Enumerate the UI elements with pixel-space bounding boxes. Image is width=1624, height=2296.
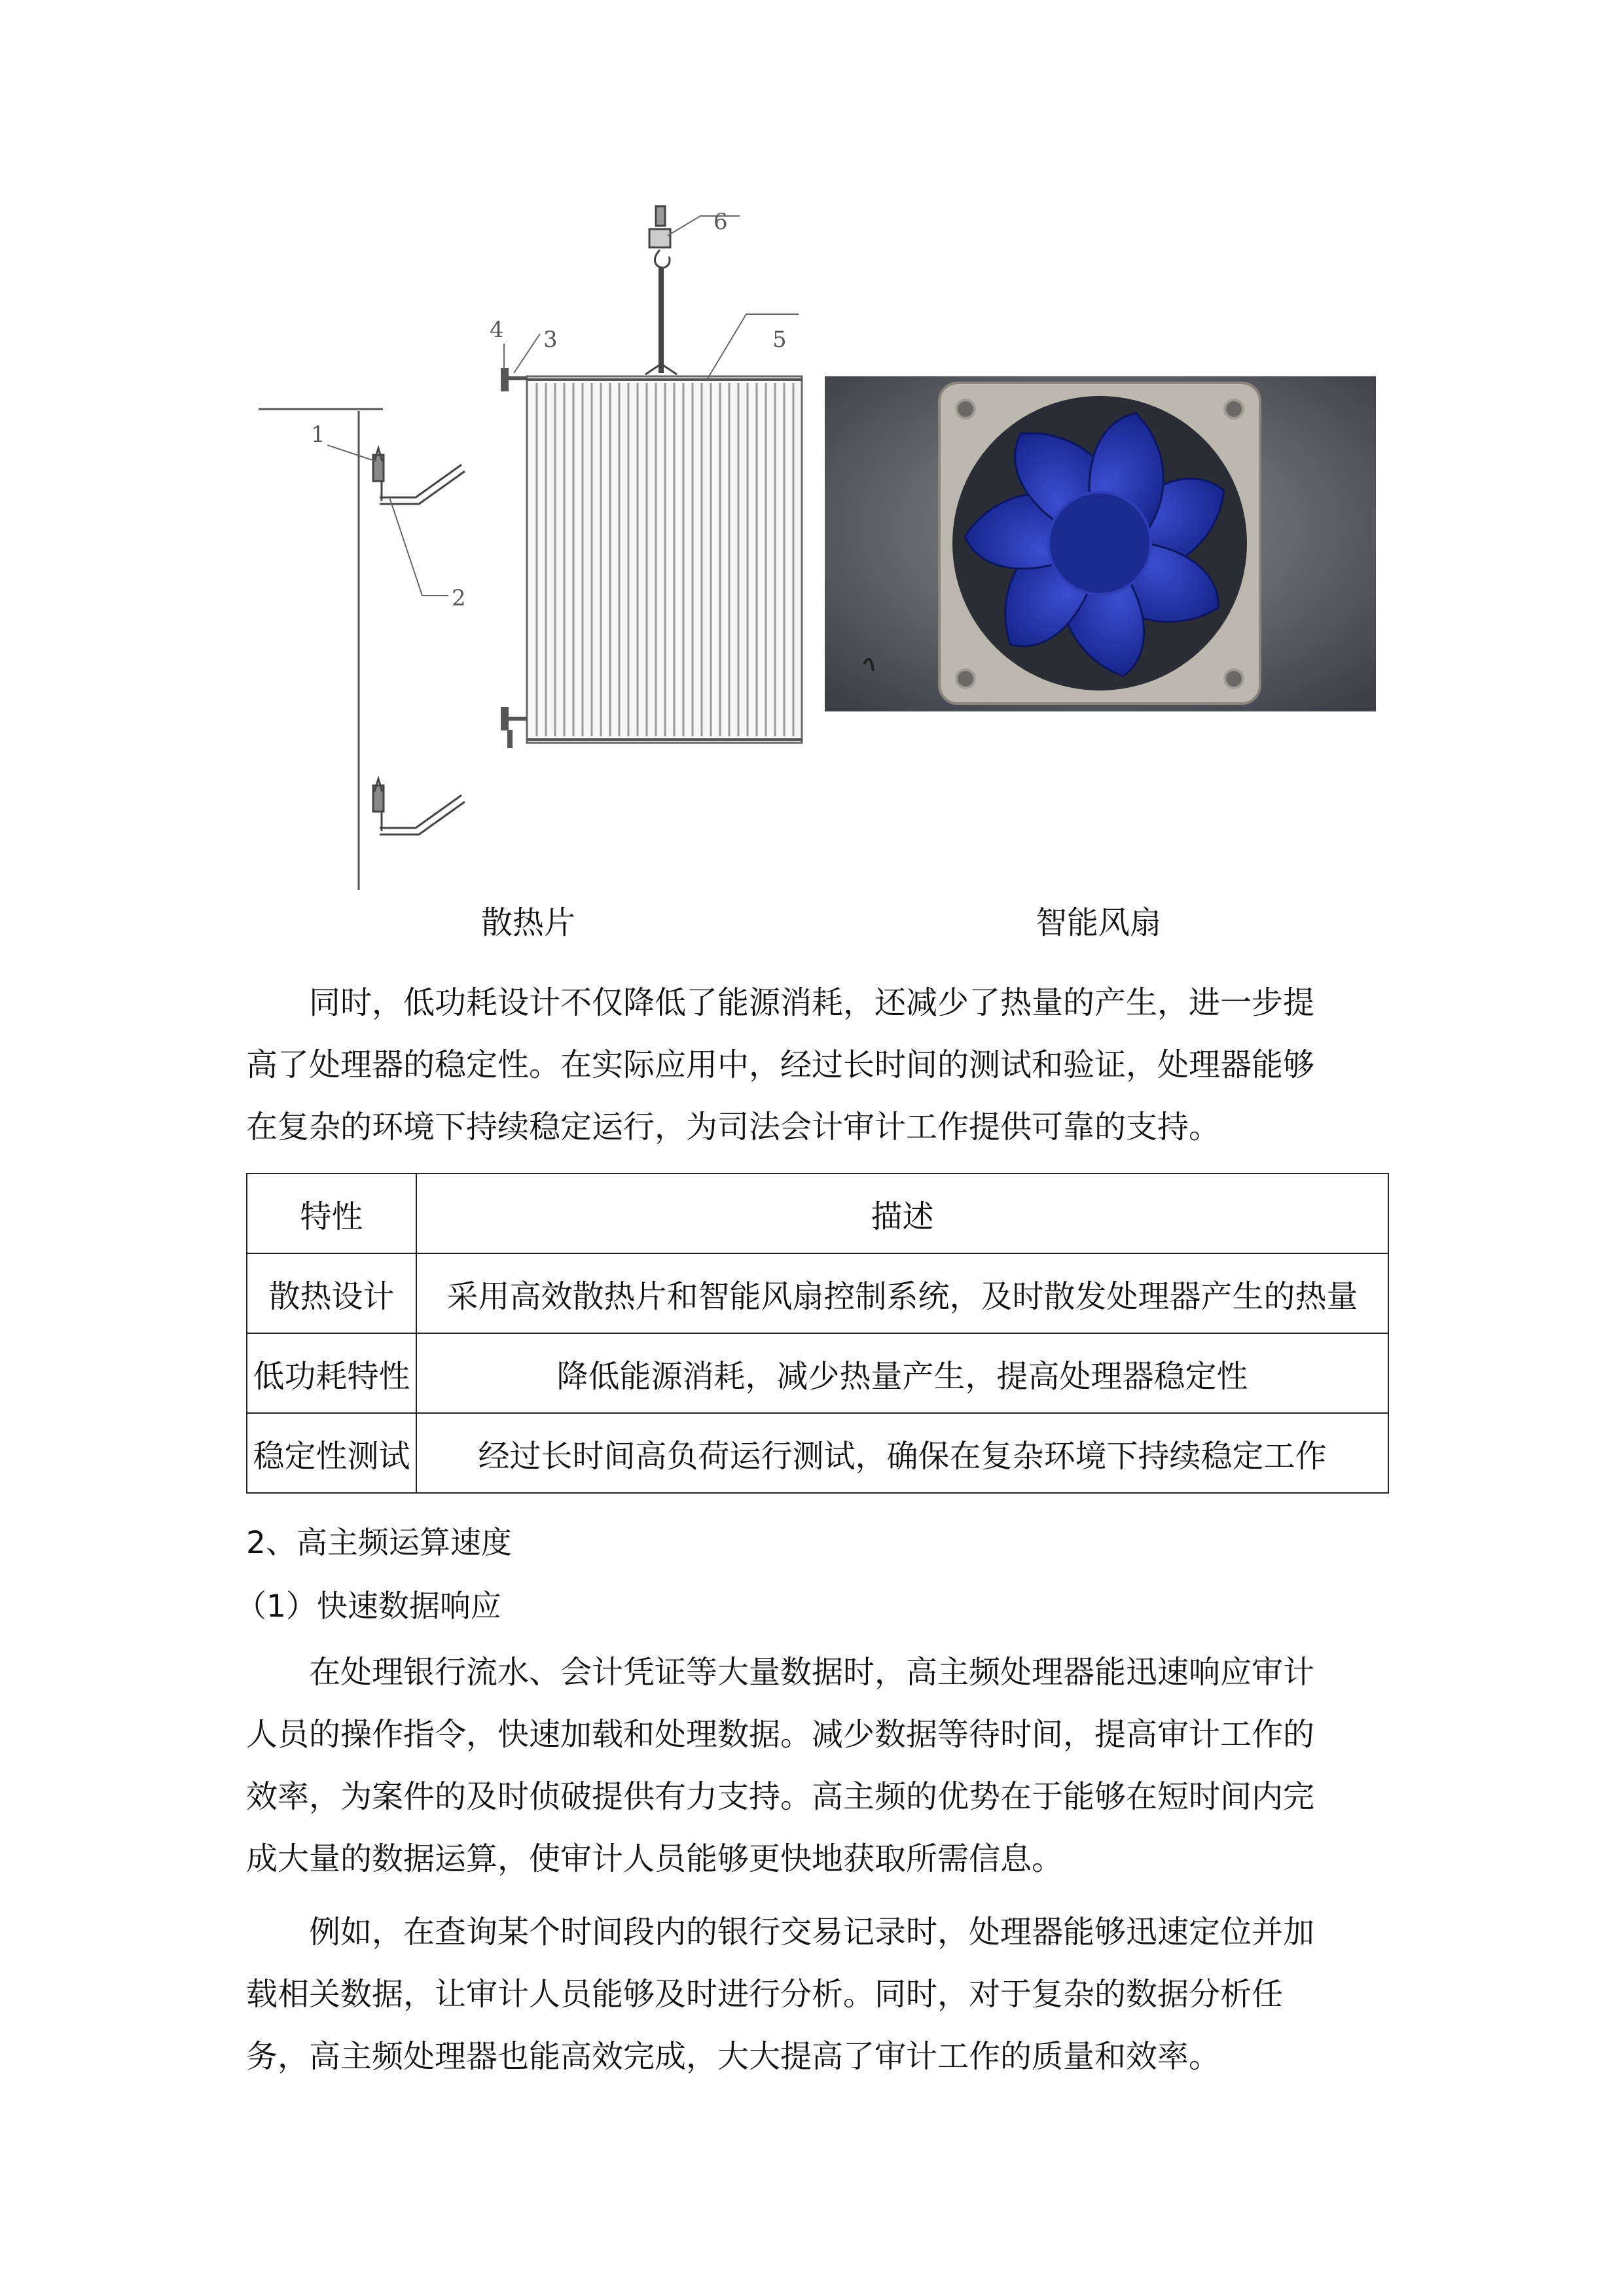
radiator-body <box>527 376 802 743</box>
fan-photo <box>825 376 1376 711</box>
hanger-rod <box>645 206 677 374</box>
table-row <box>247 1253 1388 1333</box>
table-cell: 降低能源消耗，减少热量产生，提高处理器稳定性 <box>416 1333 1388 1413</box>
callout-6: 6 <box>713 209 728 235</box>
mounting-clips <box>501 368 527 748</box>
table-row <box>247 1333 1388 1413</box>
table-header-cell: 特性 <box>247 1174 416 1253</box>
table-cell: 低功耗特性 <box>247 1333 416 1413</box>
callout-1: 1 <box>311 422 325 448</box>
table-cell: 采用高效散热片和智能风扇控制系统，及时散发处理器产生的热量 <box>416 1253 1388 1333</box>
feature-table <box>246 1173 1389 1494</box>
upper-bracket <box>373 448 465 504</box>
table-row <box>247 1413 1388 1493</box>
radiator-diagram <box>249 190 812 897</box>
paragraph-line: 务，高主频处理器也能高效完成，大大提高了审计工作的质量和效率。 <box>246 2038 1221 2075</box>
callout-4: 4 <box>490 317 504 343</box>
paragraph-line: 效率，为案件的及时侦破提供有力支持。高主频的优势在于能够在短时间内完 <box>246 1778 1315 1815</box>
radiator-caption: 散热片 <box>481 905 576 941</box>
paragraph-line: 例如，在查询某个时间段内的银行交易记录时，处理器能够迅速定位并加 <box>309 1914 1315 1950</box>
table-cell: 稳定性测试 <box>247 1413 416 1493</box>
fan-caption: 智能风扇 <box>1036 905 1162 941</box>
radiator-figure <box>249 190 812 897</box>
section-heading: 2、高主频运算速度 <box>246 1525 512 1561</box>
paragraph-line: 人员的操作指令，快速加载和处理数据。减少数据等待时间，提高审计工作的 <box>246 1716 1315 1753</box>
paragraph-example <box>246 1901 1385 2088</box>
callout-3: 3 <box>543 327 558 353</box>
paragraph-fast-response <box>246 1641 1385 1890</box>
table-cell: 经过长时间高负荷运行测试，确保在复杂环境下持续稳定工作 <box>416 1413 1388 1493</box>
paragraph-line: 载相关数据，让审计人员能够及时进行分析。同时，对于复杂的数据分析任 <box>246 1976 1284 2013</box>
table-header-cell: 描述 <box>416 1174 1388 1253</box>
paragraph-line: 同时，低功耗设计不仅降低了能源消耗，还减少了热量的产生，进一步提 <box>309 984 1315 1021</box>
fan-image <box>825 376 1376 711</box>
paragraph-low-power <box>246 972 1385 1158</box>
table-cell: 散热设计 <box>247 1253 416 1333</box>
paragraph-line: 在复杂的环境下持续稳定运行，为司法会计审计工作提供可靠的支持。 <box>246 1109 1221 1145</box>
paragraph-line: 高了处理器的稳定性。在实际应用中，经过长时间的测试和验证，处理器能够 <box>246 1047 1315 1083</box>
paragraph-line: 在处理银行流水、会计凭证等大量数据时，高主频处理器能迅速响应审计 <box>309 1654 1315 1691</box>
callout-2: 2 <box>452 585 466 611</box>
paragraph-line: 成大量的数据运算，使审计人员能够更快地获取所需信息。 <box>246 1840 1064 1877</box>
table-header-row <box>247 1174 1388 1253</box>
lower-bracket <box>373 779 465 834</box>
callout-5: 5 <box>772 327 787 353</box>
subsection-heading: （1）快速数据响应 <box>236 1588 501 1624</box>
